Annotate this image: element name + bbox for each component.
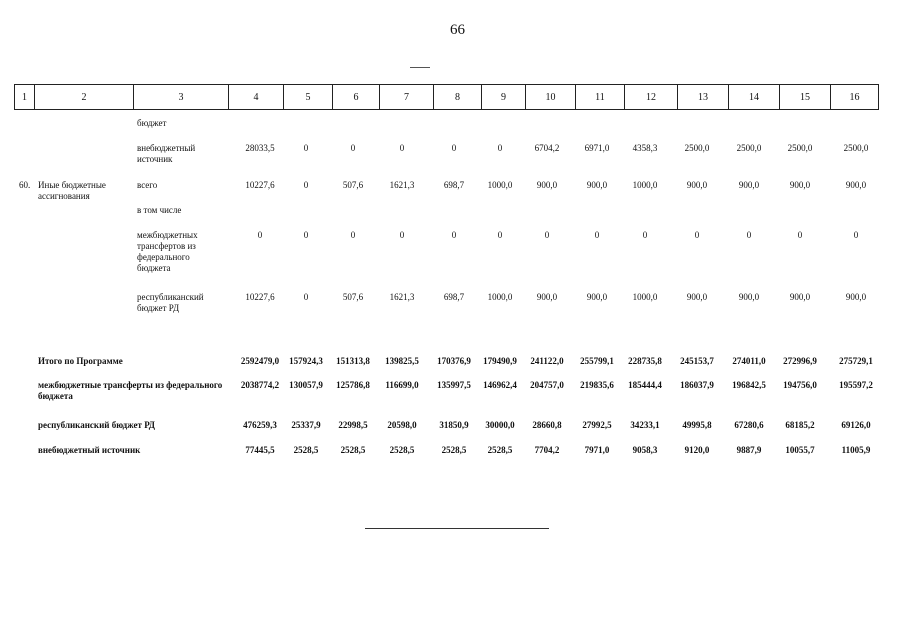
- table-cell: 0: [746, 230, 752, 240]
- table-cell: 2500,0: [684, 143, 710, 153]
- table-cell: 0: [694, 230, 700, 240]
- row-source-label: внебюджетный источник: [137, 143, 196, 164]
- total-cell: 275729,1: [839, 356, 873, 366]
- table-cell: 1000,0: [632, 292, 658, 302]
- table-cell: 900,0: [686, 180, 708, 190]
- total-cell: 219835,6: [580, 380, 614, 390]
- table-cell: 0: [497, 143, 503, 153]
- table-cell: 507,6: [342, 180, 364, 190]
- table-cell: 0: [350, 143, 356, 153]
- table-cell: 0: [451, 230, 457, 240]
- table-cell: 2500,0: [787, 143, 813, 153]
- table-cell: 900,0: [789, 292, 811, 302]
- table-cell: 1621,3: [389, 292, 415, 302]
- table-cell: 1000,0: [487, 292, 513, 302]
- total-cell: 130057,9: [289, 380, 323, 390]
- table-cell: 698,7: [443, 180, 465, 190]
- total-cell: 245153,7: [680, 356, 714, 366]
- row-source-label: в том числе: [137, 205, 182, 215]
- table-cell: 900,0: [738, 292, 760, 302]
- total-cell: 7704,2: [534, 445, 560, 455]
- total-cell: 2592479,0: [240, 356, 280, 366]
- total-cell: 196842,5: [732, 380, 766, 390]
- header-col-14: 14: [729, 85, 780, 110]
- table-cell: 1000,0: [632, 180, 658, 190]
- column-header-row: [14, 84, 879, 110]
- total-cell: 195597,2: [839, 380, 873, 390]
- total-cell: 476259,3: [243, 420, 277, 430]
- total-cell: 31850,9: [439, 420, 469, 430]
- total-row-label: межбюджетные трансферты из федерального бюджета: [38, 380, 223, 401]
- total-cell: 7971,0: [584, 445, 610, 455]
- table-cell: 10227,6: [245, 292, 275, 302]
- total-cell: 146962,4: [483, 380, 517, 390]
- row-source-label: республиканский бюджет РД: [137, 292, 204, 313]
- total-cell: 125786,8: [336, 380, 370, 390]
- table-cell: 0: [350, 230, 356, 240]
- total-cell: 2528,5: [441, 445, 467, 455]
- row-source-label: межбюджетных трансфертов из федерального бюджета: [137, 230, 198, 273]
- header-col-1: 1: [15, 85, 35, 110]
- bottom-separator: [365, 528, 549, 529]
- header-col-4: 4: [229, 85, 284, 110]
- total-cell: 67280,6: [734, 420, 764, 430]
- header-col-12: 12: [625, 85, 678, 110]
- table-cell: 900,0: [536, 292, 558, 302]
- total-cell: 2528,5: [487, 445, 513, 455]
- table-cell: 900,0: [586, 292, 608, 302]
- header-col-7: 7: [380, 85, 434, 110]
- table-cell: 0: [399, 143, 405, 153]
- header-col-2: 2: [35, 85, 134, 110]
- page-number: 66: [450, 22, 465, 38]
- total-cell: 170376,9: [437, 356, 471, 366]
- table-cell: 900,0: [845, 180, 867, 190]
- header-col-11: 11: [576, 85, 625, 110]
- total-cell: 2528,5: [340, 445, 366, 455]
- dash-divider: [410, 67, 430, 68]
- total-cell: 272996,9: [783, 356, 817, 366]
- total-cell: 9058,3: [632, 445, 658, 455]
- total-cell: 2528,5: [293, 445, 319, 455]
- row-source-label: бюджет: [137, 118, 167, 128]
- row-source-label: всего: [137, 180, 158, 190]
- header-col-3: 3: [134, 85, 229, 110]
- total-cell: 30000,0: [485, 420, 515, 430]
- header-col-15: 15: [780, 85, 831, 110]
- table-cell: 0: [257, 230, 263, 240]
- total-cell: 10055,7: [785, 445, 815, 455]
- table-cell: 0: [451, 143, 457, 153]
- table-cell: 1621,3: [389, 180, 415, 190]
- header-col-16: 16: [831, 85, 879, 110]
- table-cell: 0: [303, 292, 309, 302]
- row-name: Иные бюджетные ассигнования: [38, 180, 106, 201]
- total-cell: 22998,5: [338, 420, 368, 430]
- total-cell: 255799,1: [580, 356, 614, 366]
- total-cell: 185444,4: [628, 380, 662, 390]
- table-cell: 0: [853, 230, 859, 240]
- total-cell: 28660,8: [532, 420, 562, 430]
- table-cell: 900,0: [738, 180, 760, 190]
- total-cell: 2528,5: [389, 445, 415, 455]
- total-cell: 77445,5: [245, 445, 275, 455]
- table-cell: 0: [399, 230, 405, 240]
- header-col-10: 10: [526, 85, 576, 110]
- table-cell: 4358,3: [632, 143, 658, 153]
- total-cell: 20598,0: [387, 420, 417, 430]
- table-cell: 28033,5: [245, 143, 275, 153]
- total-row-label: Итого по Программе: [38, 356, 123, 366]
- header-col-13: 13: [678, 85, 729, 110]
- table-cell: 900,0: [845, 292, 867, 302]
- total-cell: 179490,9: [483, 356, 517, 366]
- table-cell: 2500,0: [843, 143, 869, 153]
- total-cell: 27992,5: [582, 420, 612, 430]
- total-cell: 69126,0: [841, 420, 871, 430]
- table-cell: 900,0: [586, 180, 608, 190]
- total-cell: 194756,0: [783, 380, 817, 390]
- table-cell: 900,0: [686, 292, 708, 302]
- table-cell: 0: [497, 230, 503, 240]
- table-cell: 0: [642, 230, 648, 240]
- table-cell: 1000,0: [487, 180, 513, 190]
- total-cell: 34233,1: [630, 420, 660, 430]
- total-cell: 139825,5: [385, 356, 419, 366]
- total-cell: 228735,8: [628, 356, 662, 366]
- table-cell: 0: [303, 143, 309, 153]
- table-cell: 0: [797, 230, 803, 240]
- total-cell: 11005,9: [841, 445, 871, 455]
- table-cell: 0: [544, 230, 550, 240]
- header-col-8: 8: [434, 85, 482, 110]
- table-cell: 900,0: [536, 180, 558, 190]
- total-cell: 68185,2: [785, 420, 815, 430]
- total-cell: 135997,5: [437, 380, 471, 390]
- table-cell: 507,6: [342, 292, 364, 302]
- table-cell: 2500,0: [736, 143, 762, 153]
- total-cell: 116699,0: [385, 380, 419, 390]
- total-cell: 186037,9: [680, 380, 714, 390]
- total-cell: 9120,0: [684, 445, 710, 455]
- total-cell: 9887,9: [736, 445, 762, 455]
- header-col-5: 5: [284, 85, 333, 110]
- total-row-label: республиканский бюджет РД: [38, 420, 155, 430]
- header-col-6: 6: [333, 85, 380, 110]
- total-cell: 204757,0: [530, 380, 564, 390]
- header-col-9: 9: [482, 85, 526, 110]
- total-cell: 25337,9: [291, 420, 321, 430]
- total-cell: 241122,0: [530, 356, 564, 366]
- table-cell: 698,7: [443, 292, 465, 302]
- table-cell: 0: [594, 230, 600, 240]
- total-cell: 2038774,2: [240, 380, 280, 390]
- total-cell: 157924,3: [289, 356, 323, 366]
- table-cell: 10227,6: [245, 180, 275, 190]
- table-cell: 6704,2: [534, 143, 560, 153]
- total-cell: 151313,8: [336, 356, 370, 366]
- table-cell: 900,0: [789, 180, 811, 190]
- table-cell: 0: [303, 180, 309, 190]
- table-cell: 6971,0: [584, 143, 610, 153]
- table-cell: 0: [303, 230, 309, 240]
- total-cell: 274011,0: [732, 356, 766, 366]
- row-number: 60.: [19, 180, 31, 190]
- total-row-label: внебюджетный источник: [38, 445, 141, 455]
- total-cell: 49995,8: [682, 420, 712, 430]
